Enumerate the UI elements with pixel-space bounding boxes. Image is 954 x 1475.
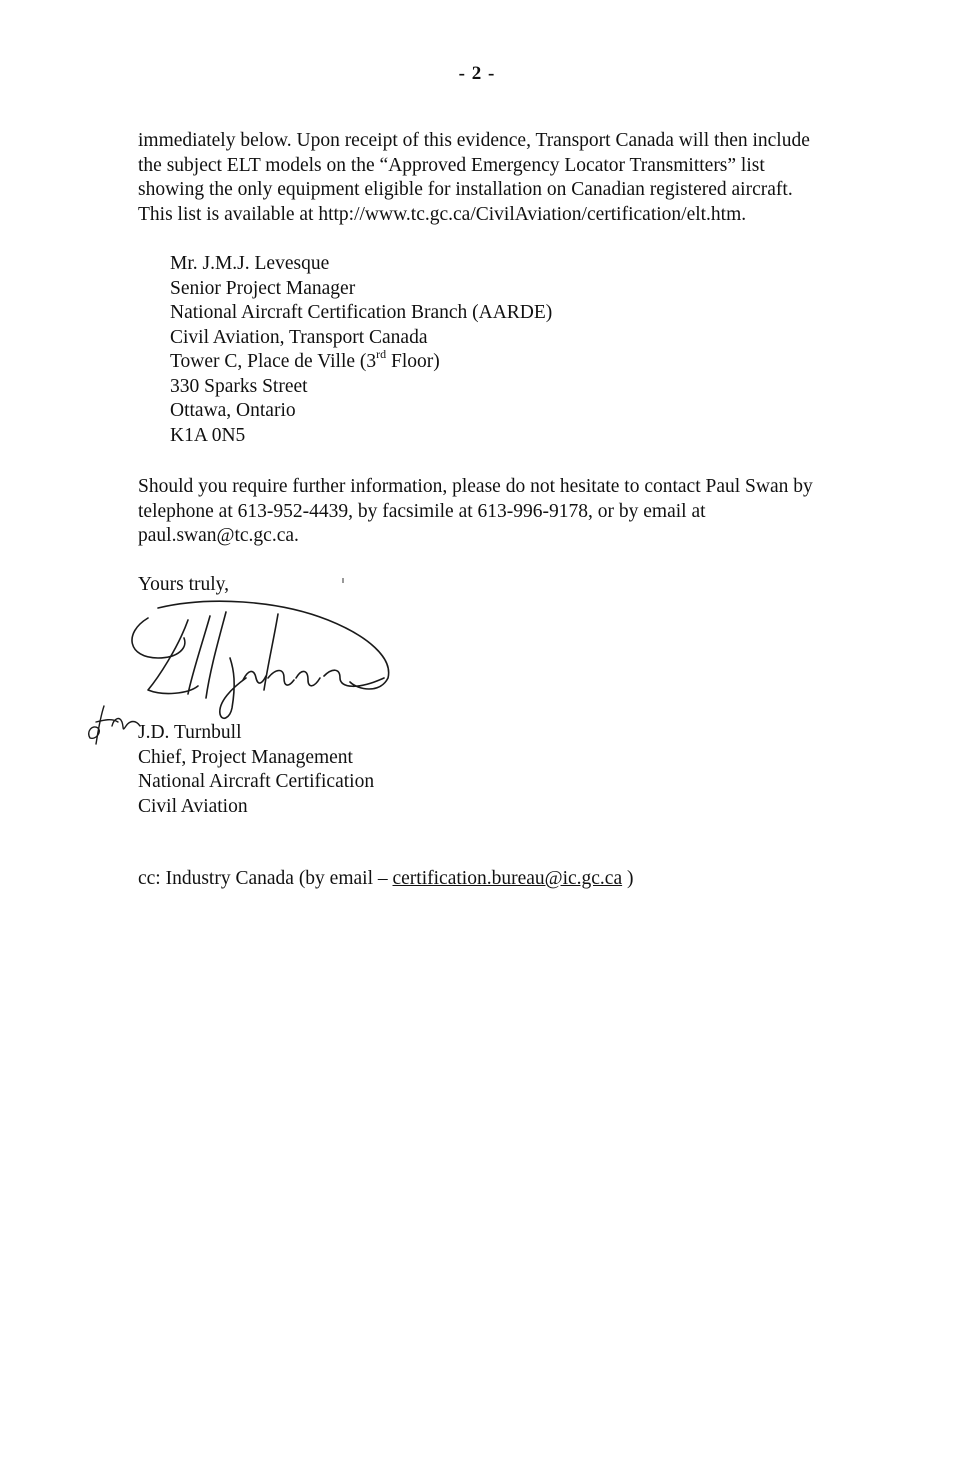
signatory-org: Civil Aviation: [138, 795, 248, 817]
scan-speck: [342, 578, 344, 583]
address-building-suffix: Floor): [386, 351, 440, 372]
contact-line: paul.swan@tc.gc.ca.: [138, 525, 299, 546]
contact-paragraph: [138, 475, 813, 549]
address-department: Civil Aviation, Transport Canada: [170, 326, 428, 348]
cc-prefix: cc: Industry Canada (by email –: [138, 868, 393, 889]
signatory-name: J.D. Turnbull: [138, 722, 242, 743]
address-postal-code: K1A 0N5: [170, 424, 246, 446]
intro-line: immediately below. Upon receipt of this evidence, Transport Canada will then include: [138, 130, 810, 151]
address-street: 330 Sparks Street: [170, 375, 308, 397]
address-building: [170, 346, 552, 375]
contact-line: Should you require further information, please do not hesitate to contact Paul Swan by: [138, 476, 813, 497]
handwritten-signature: [118, 598, 408, 728]
intro-paragraph: [138, 129, 810, 227]
address-building-ordinal: rd: [376, 346, 387, 361]
address-branch: National Aircraft Certification Branch (AARDE): [170, 302, 553, 323]
address-building-prefix: Tower C, Place de Ville (3: [170, 351, 377, 372]
signatory-title: Chief, Project Management: [138, 746, 353, 768]
intro-line: showing the only equipment eligible for installation on Canadian registered aircraft.: [138, 179, 793, 200]
signature-block: [138, 721, 374, 819]
cc-line: [138, 867, 634, 892]
address-title: Senior Project Manager: [170, 277, 356, 299]
mailing-address: [170, 252, 552, 448]
closing: Yours truly,: [138, 574, 230, 595]
intro-line: the subject ELT models on the “Approved Emergency Locator Transmitters” list: [138, 154, 765, 176]
handwritten-initials: [82, 698, 142, 748]
signatory-unit: National Aircraft Certification: [138, 771, 375, 792]
intro-line: This list is available at http://www.tc.gc.ca/CivilAviation/certification/elt.htm.: [138, 203, 747, 225]
address-name: Mr. J.M.J. Levesque: [170, 253, 330, 274]
address-city: Ottawa, Ontario: [170, 400, 296, 421]
page-number: - 2 -: [458, 63, 496, 84]
cc-email-link[interactable]: certification.bureau@ic.gc.ca: [392, 868, 623, 889]
cc-suffix: ): [622, 868, 634, 889]
contact-line: telephone at 613-952-4439, by facsimile at 613-996-9178, or by email at: [138, 500, 706, 522]
